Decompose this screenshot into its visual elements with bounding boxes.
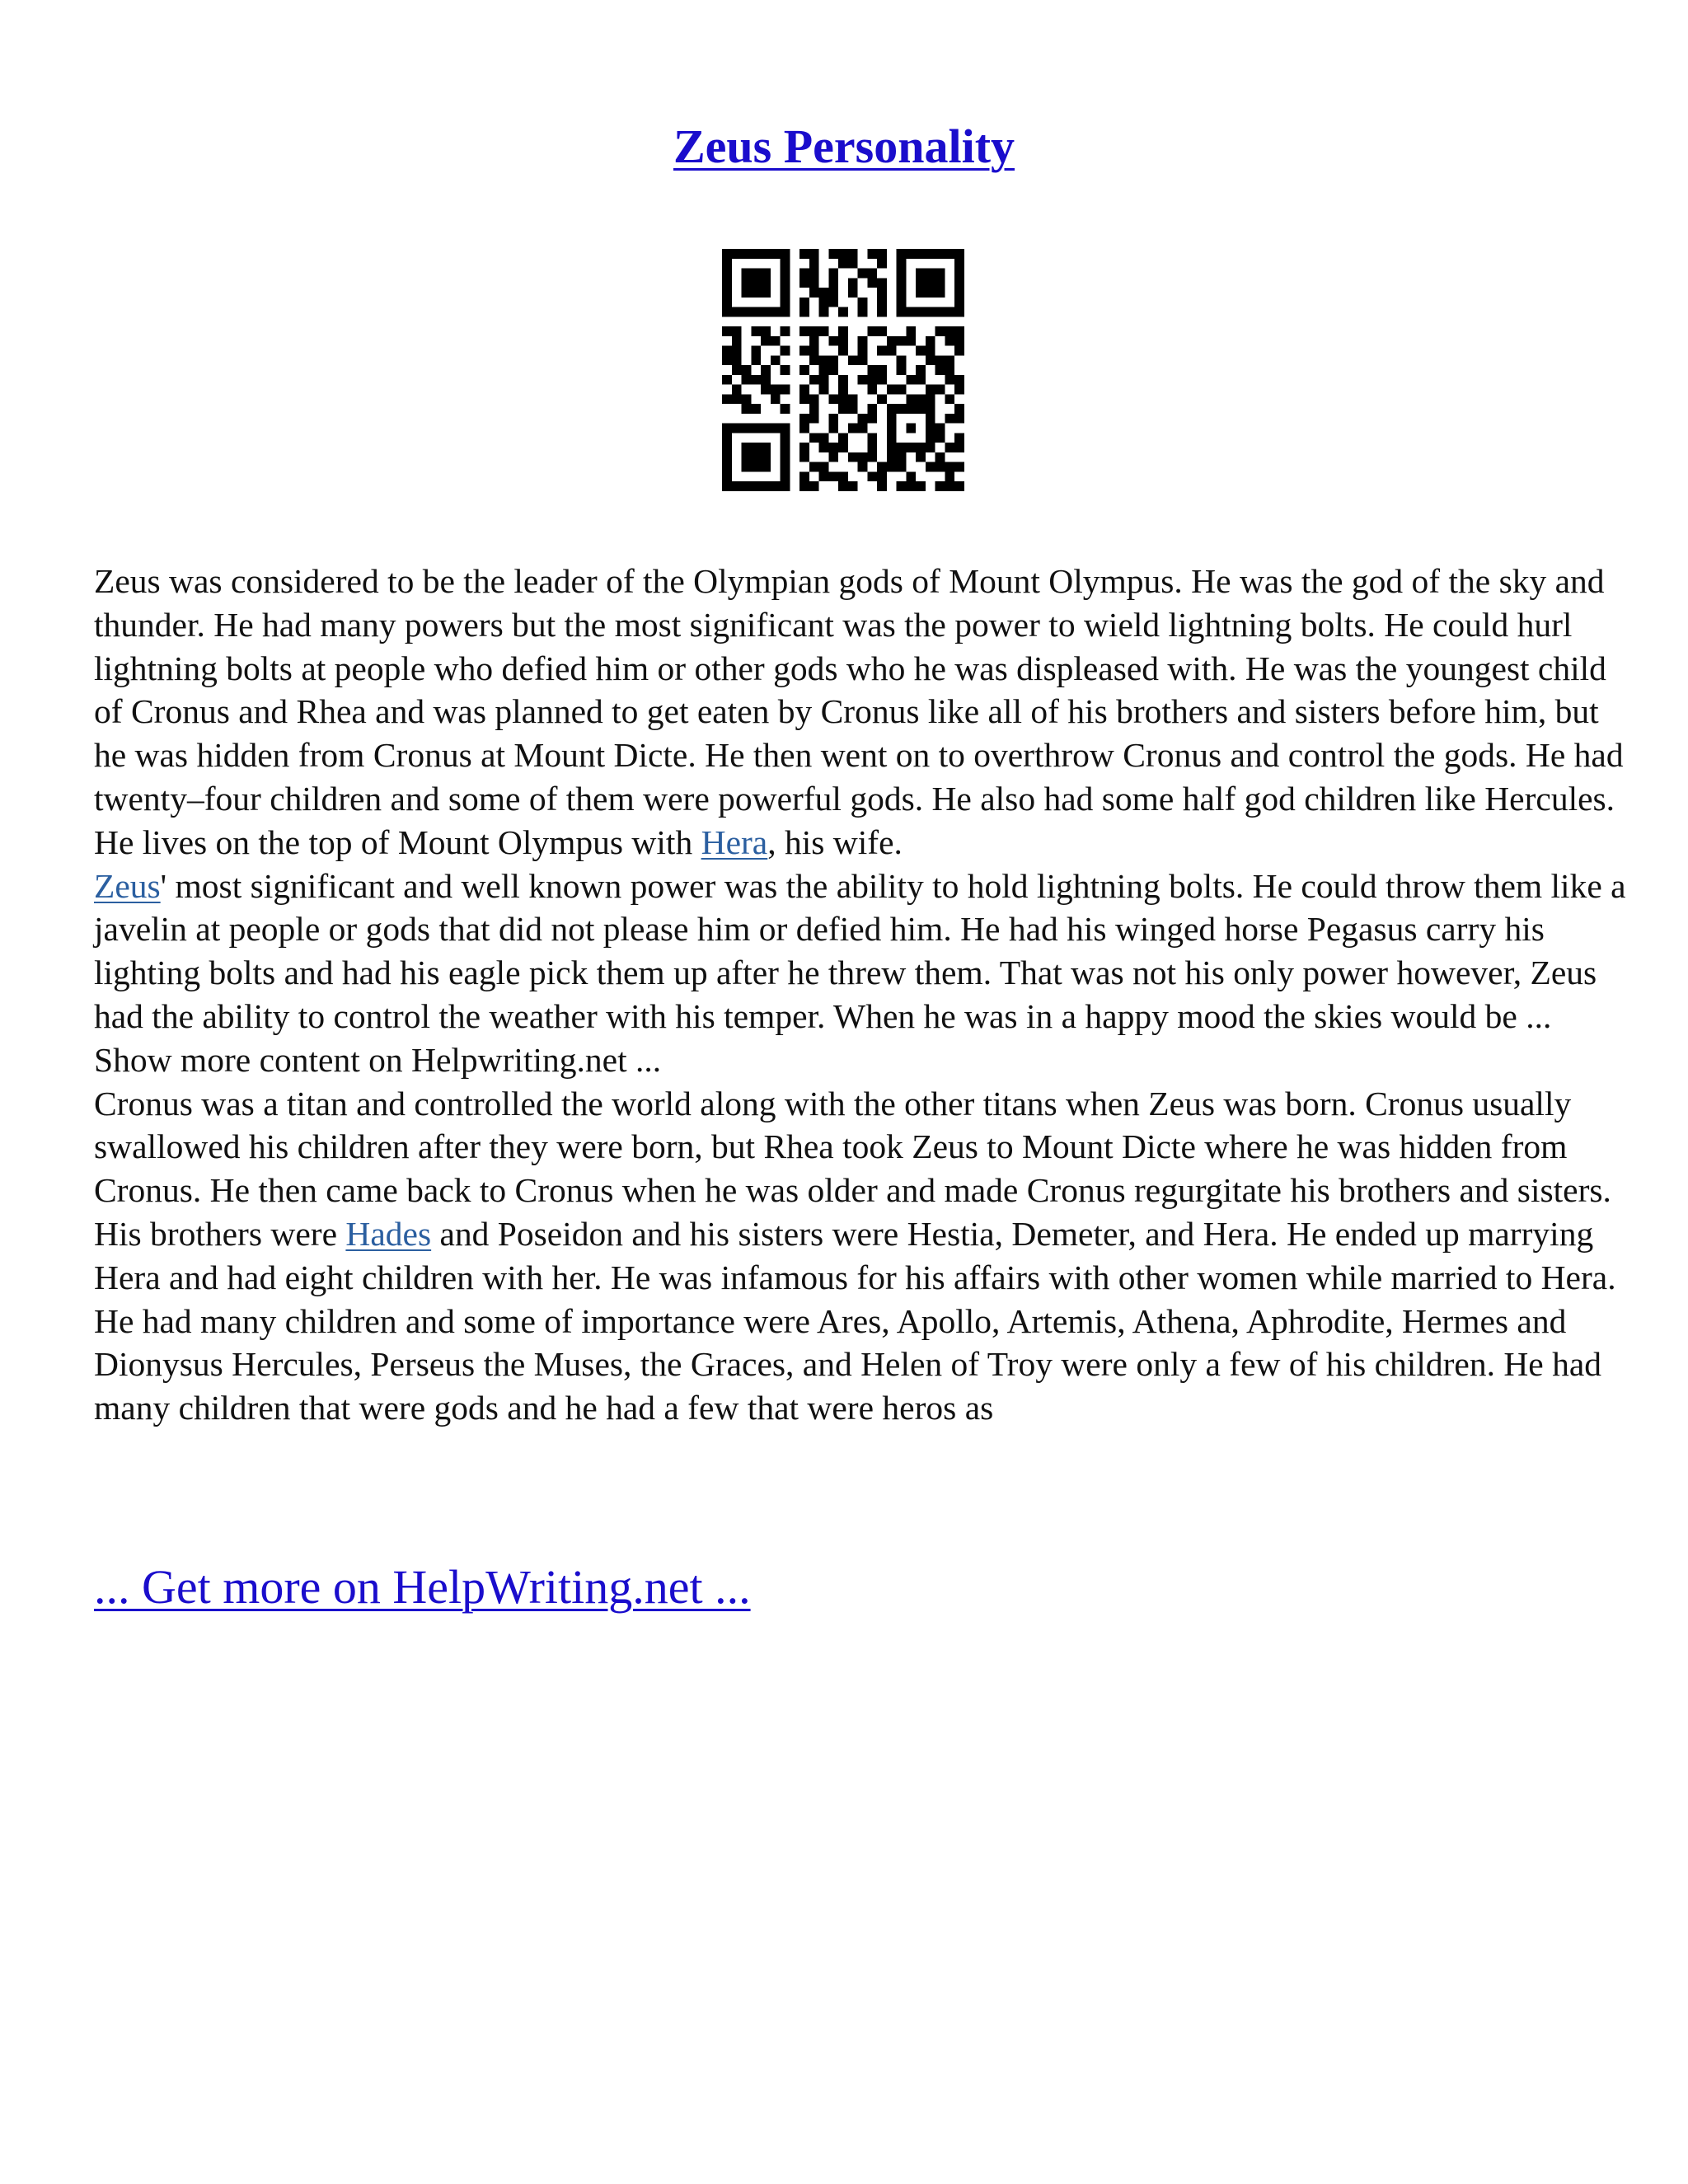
get-more-container [94, 1558, 751, 1617]
title-link[interactable]: Zeus Personality [673, 120, 1015, 173]
qr-code-image [722, 249, 964, 491]
paragraph-1 [94, 560, 1627, 865]
hera-link[interactable]: Hera [701, 823, 768, 861]
paragraph-1-text-b: , his wife. [767, 823, 903, 861]
get-more-link[interactable]: ... Get more on HelpWriting.net ... [94, 1560, 751, 1614]
paragraph-2-text: ' most significant and well known power was the ability to hold lightning bolts. He could throw them like a javelin at people or gods that did not please him or defied him. He had his winged horse Pegasus carry his lighting bolts and had his eagle pick them up after he threw them. That was not his only power however, Zeus had the ability to control the weather with his temper. When he was in a happy mood the skies would be ... Show more content on Helpwriting.net ... [94, 866, 1626, 1079]
hades-link[interactable]: Hades [345, 1214, 432, 1253]
paragraph-2 [94, 865, 1627, 1082]
paragraph-3 [94, 1082, 1627, 1430]
article-body [94, 560, 1627, 1430]
zeus-link[interactable]: Zeus [94, 866, 161, 905]
paragraph-3-text-b: and Poseidon and his sisters were Hestia, Demeter, and Hera. He ended up marrying Hera and had eight children with her. He was infamous for his affairs with other women while married to Hera. He had many children and some of importance were Ares, Apollo, Artemis, Athena, Aphrodite, Hermes and Dionysus Hercules, Perseus the Muses, the Graces, and Helen of Troy were only a few of his children. He had many children that were gods and he had a few that were heros as [94, 1214, 1616, 1427]
paragraph-3-text-a: Cronus was a titan and controlled the world along with the other titans when Zeus was born. Cronus usually swallowed his children after they were born, but Rhea took Zeus to Mount Dicte where he was hidden from Cronus. He then came back to Cronus when he was older and made Cronus regurgitate his brothers and sisters. His brothers were [94, 1084, 1611, 1253]
paragraph-1-text-a: Zeus was considered to be the leader of the Olympian gods of Mount Olympus. He was the god of the sky and thunder. He had many powers but the most significant was the power to wield lightning bolts. He could hurl lightning bolts at people who defied him or other gods who he was displeased with. He was the youngest child of Cronus and Rhea and was planned to get eaten by Cronus like all of his brothers and sisters before him, but he was hidden from Cronus at Mount Dicte. He then went on to overthrow Cronus and control the gods. He had twenty–four children and some of them were powerful gods. He also had some half god children like Hercules. He lives on the top of Mount Olympus with [94, 562, 1624, 861]
page-title [0, 114, 1688, 180]
